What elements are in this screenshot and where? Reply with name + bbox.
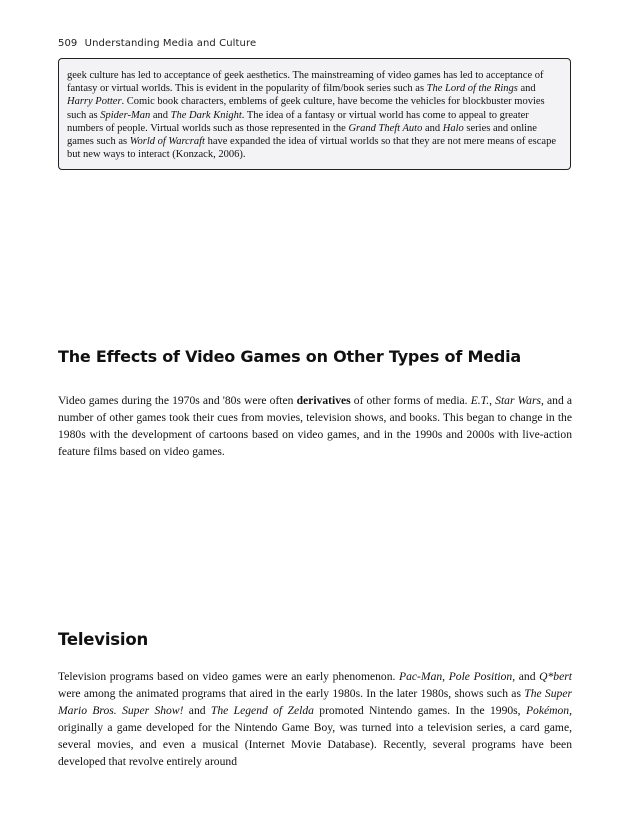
title-pac-man: Pac-Man <box>399 670 443 683</box>
callout-title-dark-knight: The Dark Knight <box>170 109 242 121</box>
callout-title-lotr: The Lord of the Rings <box>426 83 518 95</box>
paragraph-text: Video games during the 1970s and '80s were often <box>58 394 297 407</box>
title-pokemon: Pokémon <box>525 704 570 718</box>
paragraph-text: , <box>489 394 496 407</box>
glossary-term-derivatives: derivatives <box>296 394 351 407</box>
running-header <box>58 38 256 49</box>
paragraph-text: were among the animated programs that aired in the early 1980s. In the later 1980s, shows such as <box>58 687 525 701</box>
callout-text: . Comic book characters, emblems of geek culture, have become the vehicles for blockbuster movies such as <box>67 96 545 121</box>
paragraph-television <box>58 668 572 771</box>
paragraph-text: , and <box>512 670 540 683</box>
callout-text: series and online games such as <box>67 122 537 148</box>
callout-title-spider-man: Spider-Man <box>100 109 151 121</box>
book-title: Understanding Media and Culture <box>84 38 257 49</box>
title-star-wars: Star Wars <box>495 394 541 407</box>
paragraph-effects <box>58 392 572 460</box>
callout-title-halo: Halo <box>442 122 464 134</box>
callout-text: and <box>517 83 536 95</box>
callout-text: geek culture has led to acceptance of geek aesthetics. The mainstreaming of video games has led to acceptance of fantasy or virtual worlds. This is evident in the popularity of film/book series such as <box>67 70 544 95</box>
paragraph-text: and <box>183 704 211 718</box>
title-legend-of-zelda: The Legend of Zelda <box>210 704 314 718</box>
page-number: 509 <box>58 38 78 49</box>
paragraph-text: , originally a game developed for the Nintendo Game Boy, was turned into a television series, a card game, several movies, and even a musical (Internet Movie Database). Recently, several programs have been developed that revolve entirely around <box>58 704 572 769</box>
paragraph-text: promoted Nintendo games. In the 1990s, <box>313 704 526 718</box>
callout-text: have expanded the idea of virtual worlds so that they are not mere means of escape but new ways to interact (Konzack, 2006). <box>67 136 557 161</box>
callout-title-gta: Grand Theft Auto <box>348 122 423 134</box>
title-et: E.T. <box>470 394 490 407</box>
paragraph-text: Television programs based on video games were an early phenomenon. <box>58 670 400 683</box>
title-super-mario-show: The Super Mario Bros. Super Show! <box>58 687 572 718</box>
callout-title-harry-potter: Harry Potter <box>67 96 122 108</box>
section-heading-television: Television <box>58 630 149 649</box>
callout-text: . The idea of a fantasy or virtual world has come to appeal to greater numbers of people. Virtual worlds such as those represented in the <box>67 109 529 134</box>
callout-text: and <box>422 122 443 134</box>
title-qbert: Q*bert <box>539 670 572 683</box>
paragraph-text: , and a number of other games took their cues from movies, television shows, and books. This began to change in the 1980s with the development of cartoons based on video games, and in the 1990s and 2000s with live-action feature films based on video games. <box>58 394 572 459</box>
title-pole-position: Pole Position <box>448 670 513 683</box>
paragraph-text: of other forms of media. <box>350 394 471 407</box>
callout-box <box>58 58 571 170</box>
section-heading-effects: The Effects of Video Games on Other Types of Media <box>58 347 521 366</box>
paragraph-text: , <box>442 670 449 683</box>
callout-title-wow: World of Warcraft <box>129 136 205 148</box>
callout-text: and <box>150 109 171 121</box>
